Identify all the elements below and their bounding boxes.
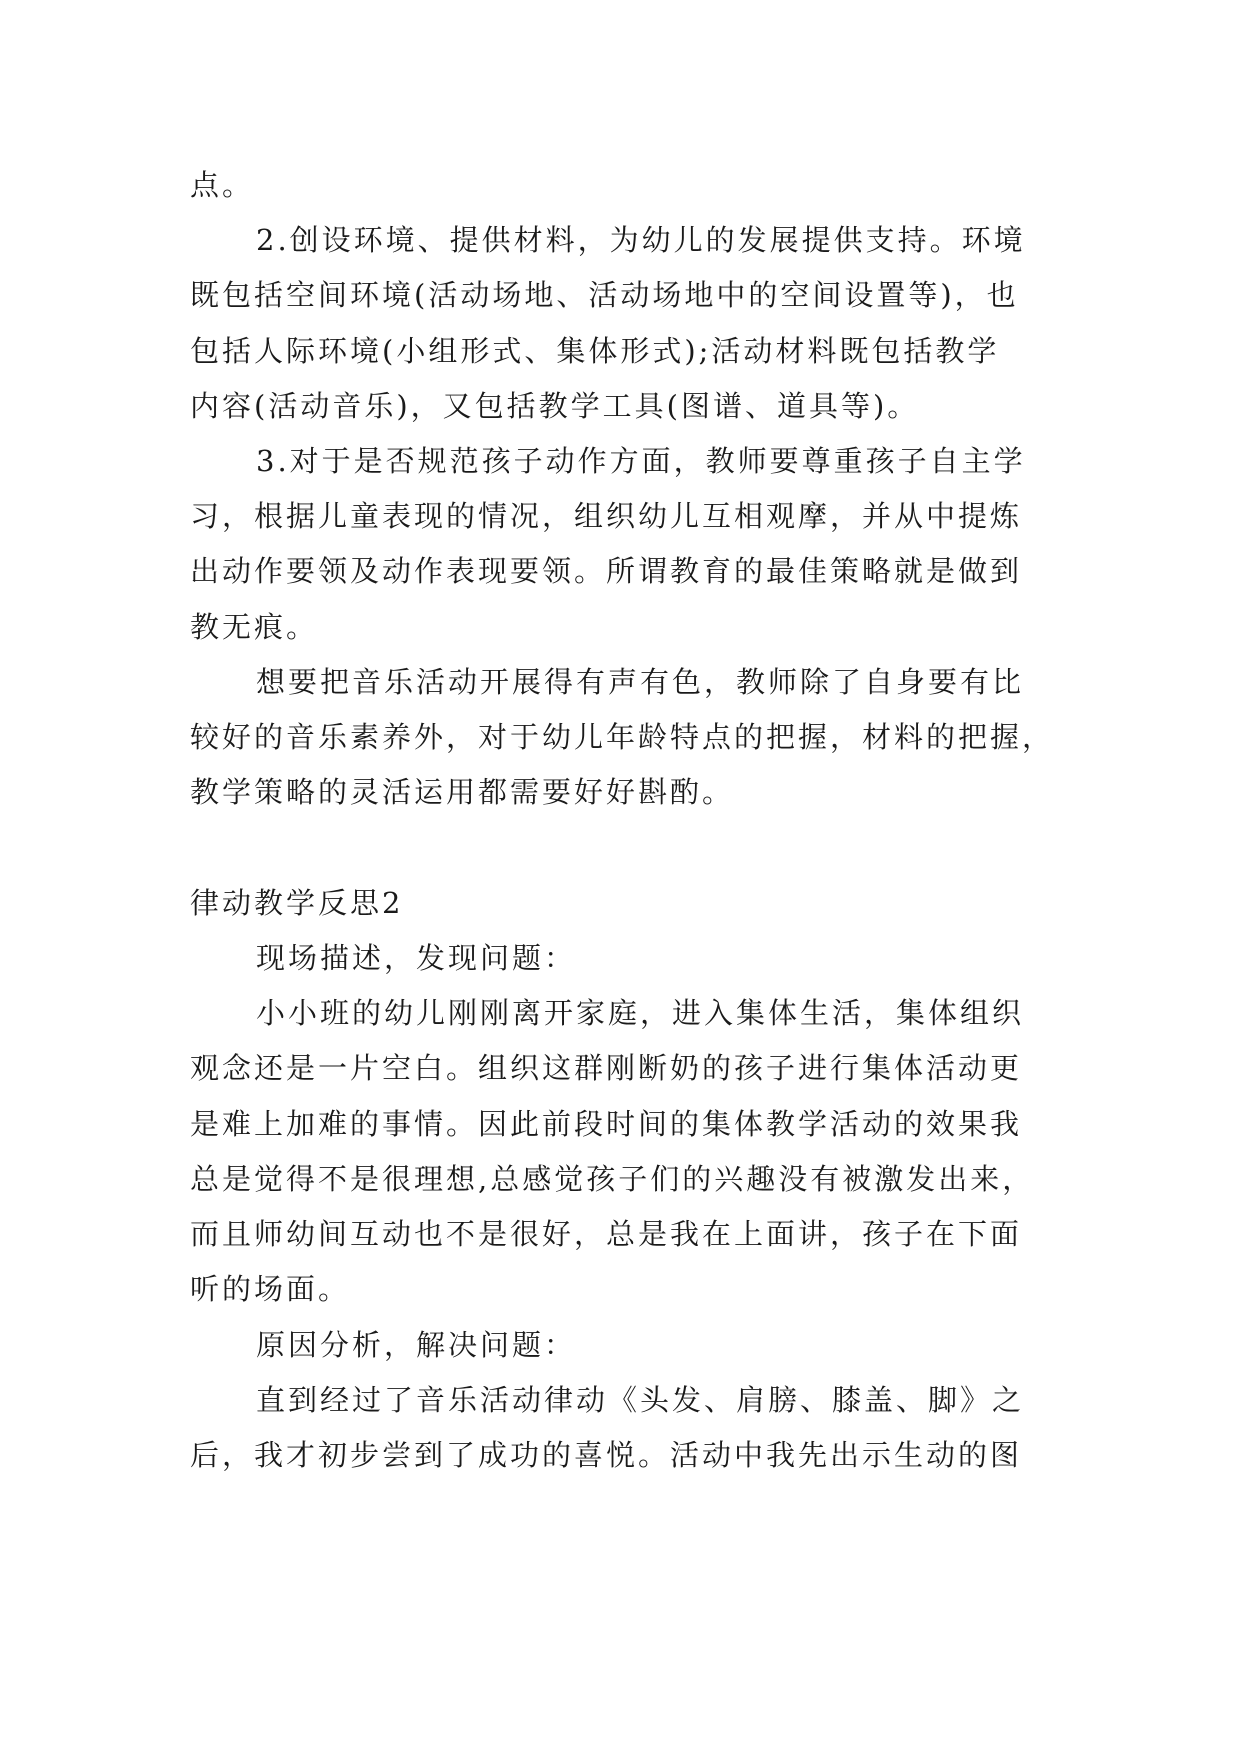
subheading: 现场描述，发现问题： [256, 941, 577, 975]
paragraph-line: 是难上加难的事情。因此前段时间的集体教学活动的效果我 [190, 1107, 1023, 1141]
paragraph-line: 而且师幼间互动也不是很好，总是我在上面讲，孩子在下面 [190, 1217, 1023, 1251]
paragraph-line: 想要把音乐活动开展得有声有色，教师除了自身要有比 [256, 665, 1025, 699]
section-heading: 律动教学反思2 [190, 886, 404, 920]
paragraph-line: 观念还是一片空白。组织这群刚断奶的孩子进行集体活动更 [190, 1051, 1023, 1085]
paragraph-line: 点。 [190, 168, 255, 202]
paragraph-line: 出动作要领及动作表现要领。所谓教育的最佳策略就是做到 [190, 554, 1023, 588]
paragraph-line: 既包括空间环境(活动场地、活动场地中的空间设置等)，也 [190, 278, 1019, 312]
paragraph-line: 听的场面。 [190, 1272, 351, 1306]
paragraph-line: 教无痕。 [190, 610, 319, 644]
paragraph-line: 内容(活动音乐)，又包括教学工具(图谱、道具等)。 [190, 389, 920, 423]
paragraph-line: 包括人际环境(小组形式、集体形式);活动材料既包括教学 [190, 334, 1000, 368]
subheading: 原因分析，解决问题： [256, 1328, 577, 1362]
paragraph-line: 直到经过了音乐活动律动《头发、肩膀、膝盖、脚》之 [256, 1383, 1025, 1417]
paragraph-line: 较好的音乐素养外，对于幼儿年龄特点的把握，材料的把握， [190, 720, 1055, 754]
paragraph-line: 总是觉得不是很理想,总感觉孩子们的兴趣没有被激发出来， [190, 1162, 1035, 1196]
paragraph-line: 2.创设环境、提供材料，为幼儿的发展提供支持。环境 [256, 223, 1026, 257]
paragraph-line: 3.对于是否规范孩子动作方面，教师要尊重孩子自主学 [256, 444, 1026, 478]
paragraph-line: 教学策略的灵活运用都需要好好斟酌。 [190, 775, 735, 809]
paragraph-line: 习，根据儿童表现的情况，组织幼儿互相观摩，并从中提炼 [190, 499, 1023, 533]
paragraph-line: 后，我才初步尝到了成功的喜悦。活动中我先出示生动的图 [190, 1438, 1023, 1472]
paragraph-line: 小小班的幼儿刚刚离开家庭，进入集体生活，集体组织 [256, 996, 1025, 1030]
